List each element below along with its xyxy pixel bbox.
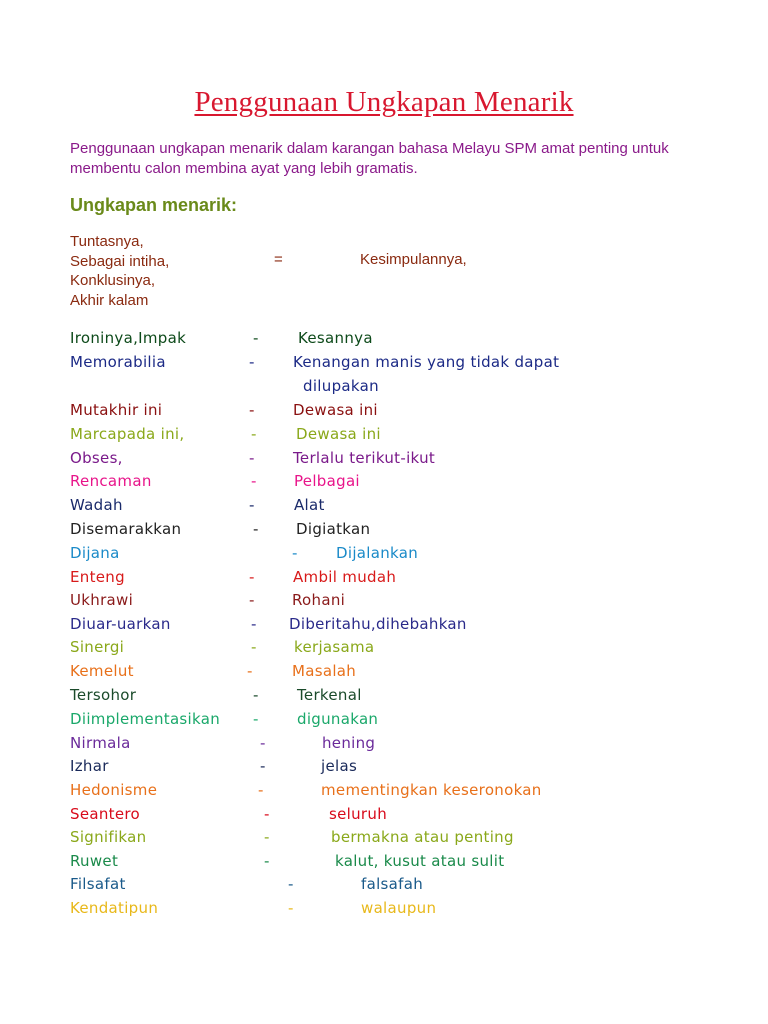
expression-meaning: bermakna atau penting	[331, 828, 514, 846]
dash-separator: -	[249, 568, 255, 586]
dash-separator: -	[249, 449, 255, 467]
expression-term: Filsafat	[70, 875, 126, 893]
dash-separator: -	[253, 710, 259, 728]
expression-term: Rencaman	[70, 472, 152, 490]
expression-meaning: Dijalankan	[336, 544, 419, 562]
expression-term: Mutakhir ini	[70, 401, 163, 419]
expression-term: Tersohor	[70, 686, 137, 704]
page-title: Penggunaan Ungkapan Menarik	[194, 86, 574, 118]
expression-meaning: seluruh	[329, 805, 387, 823]
dash-separator: -	[251, 615, 257, 633]
expression-meaning: Rohani	[292, 591, 346, 609]
expression-term: Diimplementasikan	[70, 710, 221, 728]
dash-separator: -	[264, 852, 270, 870]
expression-meaning: Terlalu terikut-ikut	[293, 449, 436, 467]
dash-separator: -	[251, 638, 257, 656]
expression-term: Marcapada ini,	[70, 425, 185, 443]
dash-separator: -	[260, 734, 266, 752]
expression-meaning: mementingkan keseronokan	[321, 781, 542, 799]
equals-sign: =	[274, 251, 283, 268]
expression-term: Kendatipun	[70, 899, 159, 917]
dash-separator: -	[253, 686, 259, 704]
dash-separator: -	[247, 662, 253, 680]
dash-separator: -	[260, 757, 266, 775]
expression-term: Dijana	[70, 544, 120, 562]
dash-separator: -	[264, 805, 270, 823]
dash-separator: -	[292, 544, 298, 562]
dash-separator: -	[249, 353, 255, 371]
dash-separator: -	[288, 875, 294, 893]
expression-term: Sinergi	[70, 638, 125, 656]
expression-term: Nirmala	[70, 734, 131, 752]
expression-meaning: Kenangan manis yang tidak dapat	[293, 353, 560, 371]
expression-meaning: Alat	[294, 496, 325, 514]
dash-separator: -	[253, 329, 259, 347]
dash-separator: -	[264, 828, 270, 846]
expression-meaning: kalut, kusut atau sulit	[335, 852, 505, 870]
intro-paragraph: Penggunaan ungkapan menarik dalam karangan bahasa Melayu SPM amat penting untuk membentu calon membina ayat yang lebih gramatis.	[70, 140, 669, 177]
expression-meaning: Dewasa ini	[293, 401, 378, 419]
dash-separator: -	[288, 899, 294, 917]
expression-meaning: Digiatkan	[296, 520, 371, 538]
expression-term: Memorabilia	[70, 353, 166, 371]
section-heading: Ungkapan menarik:	[70, 195, 238, 215]
expression-meaning: Diberitahu,dihebahkan	[289, 615, 467, 633]
expression-meaning: Dewasa ini	[296, 425, 381, 443]
expression-meaning: Pelbagai	[294, 472, 360, 490]
expression-meaning: hening	[322, 734, 376, 752]
expression-meaning: Terkenal	[297, 686, 362, 704]
expression-meaning: Ambil mudah	[293, 568, 397, 586]
expression-meaning: Kesannya	[298, 329, 373, 347]
expression-meaning: jelas	[321, 757, 358, 775]
expression-term: Disemarakkan	[70, 520, 182, 538]
conclusion-term: Tuntasnya,	[70, 233, 144, 250]
expression-term: Ruwet	[70, 852, 119, 870]
expression-term: Signifikan	[70, 828, 147, 846]
expression-term: Kemelut	[70, 662, 134, 680]
expression-meaning: falsafah	[361, 875, 424, 893]
expression-meaning-continued: dilupakan	[303, 377, 379, 395]
expression-term: Izhar	[70, 757, 109, 775]
expression-meaning: kerjasama	[294, 638, 375, 656]
expression-meaning: digunakan	[297, 710, 379, 728]
dash-separator: -	[258, 781, 264, 799]
expression-term: Ukhrawi	[70, 591, 134, 609]
conclusion-term: Konklusinya,	[70, 272, 156, 289]
dash-separator: -	[253, 520, 259, 538]
expression-term: Hedonisme	[70, 781, 158, 799]
dash-separator: -	[251, 425, 257, 443]
expression-meaning: Masalah	[292, 662, 357, 680]
dash-separator: -	[251, 472, 257, 490]
conclusion-meaning: Kesimpulannya,	[360, 251, 467, 268]
conclusion-term: Akhir kalam	[70, 291, 149, 309]
expression-term: Ironinya,Impak	[70, 329, 187, 347]
dash-separator: -	[249, 401, 255, 419]
expression-meaning: walaupun	[361, 899, 437, 917]
expression-term: Obses,	[70, 449, 123, 467]
expression-term: Diuar-uarkan	[70, 615, 171, 633]
conclusion-term: Sebagai intiha,	[70, 252, 170, 270]
dash-separator: -	[249, 496, 255, 514]
conclusion-terms	[70, 232, 169, 310]
expression-term: Seantero	[70, 805, 140, 823]
expression-term: Wadah	[70, 496, 123, 514]
dash-separator: -	[249, 591, 255, 609]
expression-term: Enteng	[70, 568, 125, 586]
